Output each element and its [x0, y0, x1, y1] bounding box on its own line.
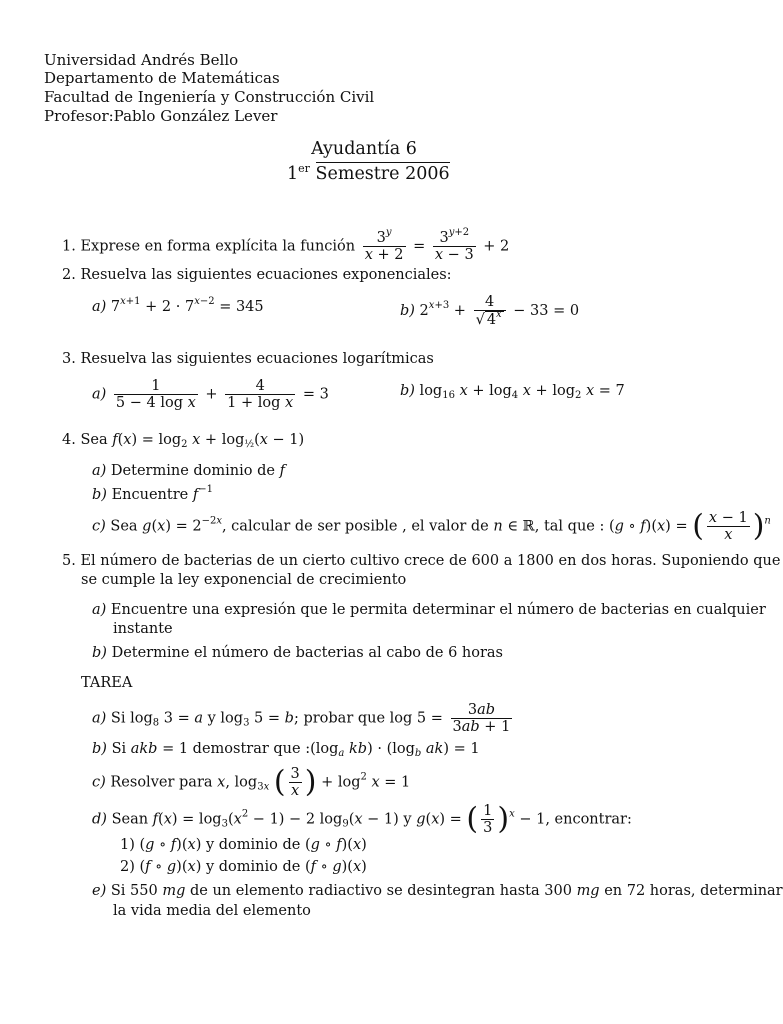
fraction: $\frac{1}{\text{5 − 4 log x}}$: [115, 378, 196, 411]
fraction: $\frac{1}{3}$: [483, 803, 493, 836]
item-text: ; probar que: [293, 710, 386, 727]
tarea-heading: TAREA: [81, 675, 133, 691]
item-label: a): [92, 710, 107, 727]
item-text: en 72 horas, determinar: [604, 883, 783, 899]
item-text: , encontrar:: [545, 811, 632, 828]
item-text: Sea: [110, 518, 138, 535]
fraction: $\frac{4}{\text{1 + log x}}$: [227, 378, 294, 411]
problem-5a: [92, 601, 766, 619]
item-text-tal: , tal que :: [534, 518, 605, 535]
problem-number: 2.: [62, 267, 76, 283]
problem-text: Resuelva las siguientes ecuaciones logarítmicas: [80, 351, 434, 367]
item-label: a): [92, 299, 107, 315]
problem-5-line2: se cumple la ley exponencial de crecimiento: [81, 572, 407, 588]
item-text: Determine el número de bacterias al cabo de 6 horas: [111, 645, 503, 661]
fraction: $\frac{3^{y+2}}{x - 3}$: [434, 227, 474, 263]
problem-5: [62, 552, 780, 570]
problem-number: 1.: [62, 238, 76, 255]
problem-4a: a) Determine dominio de f: [92, 463, 285, 479]
item-text-mid: , calcular de ser posible , el valor de: [221, 518, 489, 535]
tarea-d: d) Sean $f(x) = \log_3(x^2 - 1) - 2$ $\log_9(x - 1)$ y g(x) = ( $\frac{1}{3}$ )$^x$ − 1, encontrar:: [92, 801, 632, 837]
item-label: b): [92, 645, 107, 661]
tarea-c: c) Resolver para x, $\log_{3x}$ ( $\frac{3}{x}$ ) + $\log^2 x = 1$: [92, 764, 411, 800]
item-text: Determine dominio de: [110, 463, 275, 479]
item-label: 2): [120, 859, 135, 875]
subtitle-ordinal: 1: [287, 164, 299, 184]
item-label: b): [400, 303, 415, 319]
fraction: $\frac{3ab}{3ab + 1}$: [452, 702, 511, 735]
tarea-e-line2: la vida media del elemento: [113, 903, 311, 919]
item-text: y dominio de: [205, 837, 301, 853]
page-title: [0, 139, 728, 159]
item-text: Si 550: [110, 883, 158, 899]
subtitle-text: Semestre 2006: [315, 164, 450, 184]
problem-1: 1. Exprese en forma explícita la función $\frac{3^y}{x + 2}$ = $\frac{3^{y+2}}{x - 3}$ + 2: [62, 227, 510, 263]
problem-5a-line2: instante: [113, 621, 173, 637]
subtitle-ordinal-sup: er: [298, 162, 310, 175]
problem-text: Resuelva las siguientes ecuaciones exponenciales:: [80, 267, 452, 283]
item-text: Si: [111, 741, 127, 757]
item-text: Resolver para: [110, 774, 213, 791]
item-text: Encuentre: [111, 487, 189, 503]
item-label: a): [92, 386, 107, 403]
item-text: y dominio de: [205, 859, 301, 875]
problem-4c: c) Sea $g(x) = 2^{-2x}$, calcular de ser posible , el valor de n ∈ ℝ, tal que : (g ∘ f)(x) = ( $\frac{x - 1}{x}$ )$^n$: [92, 508, 771, 544]
problem-number: 5.: [62, 553, 76, 569]
tarea-d2: 2) (f ∘ g)(x) y dominio de (f ∘ g)(x): [120, 859, 367, 875]
problem-5b: [92, 644, 503, 662]
item-label: e): [92, 883, 107, 899]
problem-2: [62, 266, 452, 284]
item-text: y: [207, 710, 216, 727]
item-label: c): [92, 518, 106, 535]
title-text: Ayudantía 6: [311, 139, 417, 159]
tarea-d1: 1) (g ∘ f)(x) y dominio de (g ∘ f)(x): [120, 837, 367, 853]
item-text: Encuentre una expresión que le permita determinar el número de bacterias en cualquier: [110, 602, 766, 618]
university-name: Universidad Andrés Bello: [44, 51, 239, 69]
item-text: Sean: [111, 811, 149, 828]
item-text: Si: [110, 710, 126, 727]
professor-name: Profesor:Pablo González Lever: [44, 107, 278, 125]
problem-text: Sea: [80, 432, 108, 448]
fraction: $\frac{4}{√ 4^x}$: [474, 294, 506, 328]
problem-4: 4. Sea $f(x) = \log_2 x + \log_{\frac{1}{2}}(x - 1)$: [62, 432, 305, 450]
item-label: b): [400, 383, 415, 399]
problem-number: 3.: [62, 351, 76, 367]
item-label: b): [92, 741, 107, 757]
item-label: d): [92, 811, 107, 828]
faculty-name: Facultad de Ingeniería y Construcción Civil: [44, 88, 375, 106]
problem-2a: a) $7^{x+1} + 2 \cdot 7^{x-2} = 345$: [92, 296, 264, 315]
problem-3a: a) $\frac{1}{\text{5 − 4 log x}}$ + $\frac{4}{\text{1 + log x}}$ = 3: [92, 378, 329, 411]
tarea-a: a) Si $\log_8 3 = a$ y $\log_3 5 = b$; probar que log 5 = $\frac{3ab}{3ab + 1}$: [92, 702, 511, 735]
problem-3: [62, 350, 434, 368]
item-text: demostrar que :: [192, 741, 311, 757]
fraction: $\frac{3}{x}$: [290, 766, 300, 799]
item-text: y: [403, 811, 412, 828]
item-label: b): [92, 487, 107, 503]
problem-3b: b) $\log_{16} x + \log_4 x + \log_2 x = 7$: [400, 383, 625, 401]
problem-4b: b) Encuentre $f^{-1}$: [92, 484, 213, 503]
problem-text: El número de bacterias de un cierto cultivo crece de 600 a 1800 en dos horas. Suponiendo que: [80, 553, 781, 569]
problem-number: 4.: [62, 432, 76, 448]
item-label: 1): [120, 837, 135, 853]
fraction: $\frac{3^y}{x + 2}$: [364, 227, 404, 263]
tarea-b: b) Si akb = 1 demostrar que $:(\log_a$ $kb) \cdot (\log_b$ ak) = 1: [92, 741, 480, 759]
page-subtitle: [287, 162, 450, 184]
item-text: de un elemento radiactivo se desintegran hasta 300: [189, 883, 572, 899]
item-label: a): [92, 463, 107, 479]
problem-text: Exprese en forma explícita la función: [80, 238, 356, 255]
item-label: a): [92, 602, 107, 618]
tarea-e: e) Si 550 mg de un elemento radiactivo se desintegran hasta 300 mg en 72 horas, determinar: [92, 883, 783, 899]
problem-2b: b) $2^{x+3}$ + $\frac{4}{√ 4^x}$ − 33 = 0: [400, 294, 580, 328]
item-label: c): [92, 774, 106, 791]
department-name: Departamento de Matemáticas: [44, 69, 280, 87]
fraction: $\frac{x - 1}{x}$: [708, 510, 748, 543]
